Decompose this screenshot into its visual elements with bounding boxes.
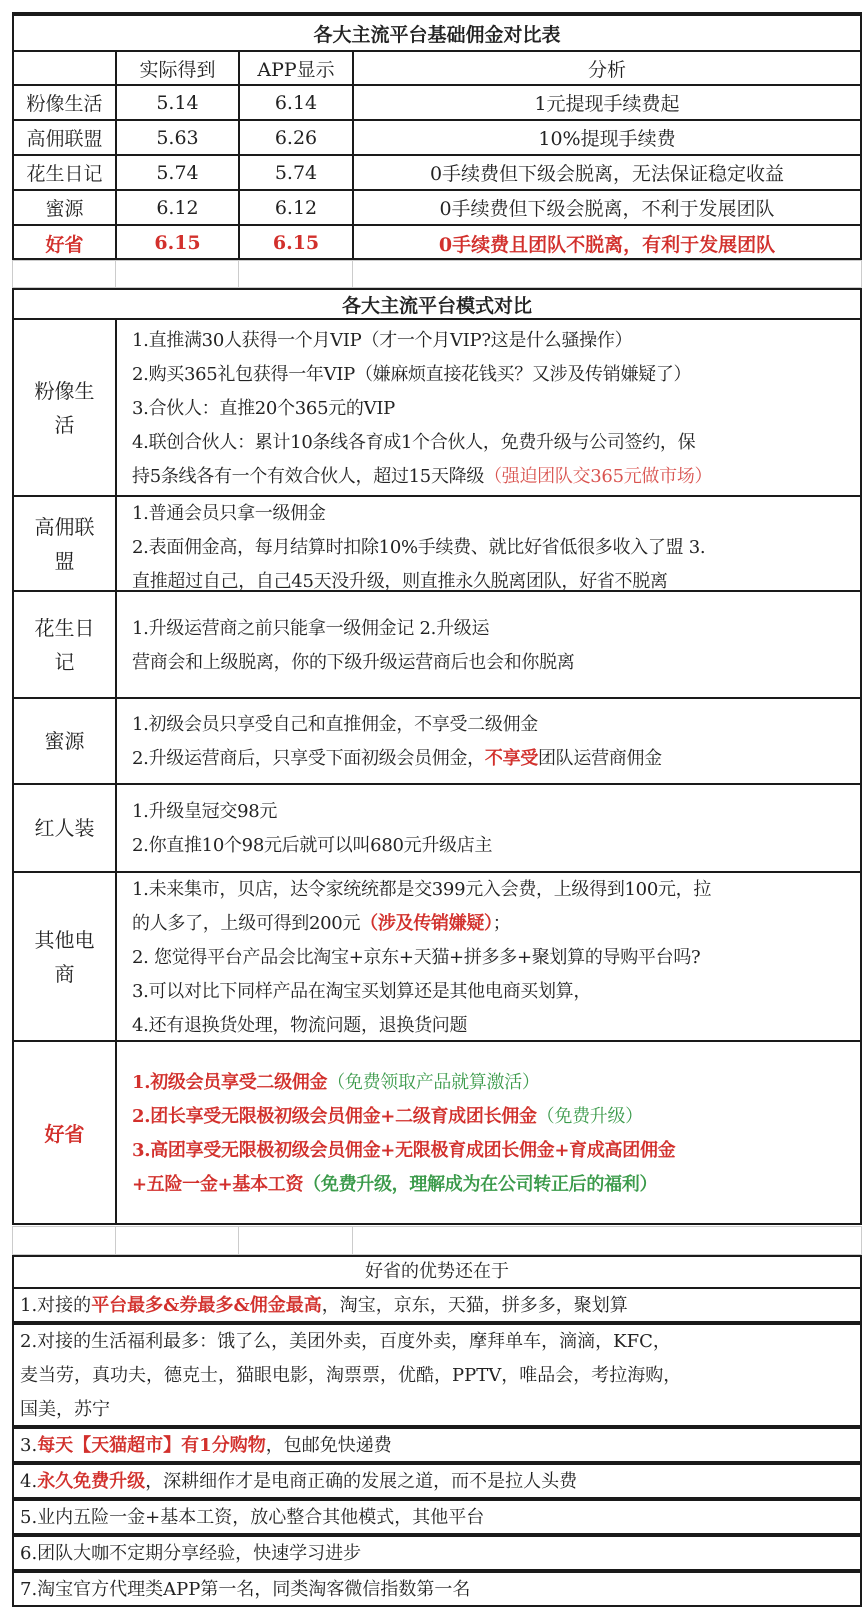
mode-comparison-table bbox=[12, 288, 862, 1225]
advantage-line bbox=[20, 1359, 860, 1393]
platform-name: 红人装 bbox=[14, 785, 117, 871]
advantage-line bbox=[20, 1537, 860, 1571]
text-segment: 国美，苏宁 bbox=[20, 1399, 110, 1420]
description-line bbox=[132, 795, 856, 829]
cell-analysis: 10%提现手续费 bbox=[354, 121, 860, 156]
advantage-line bbox=[20, 1465, 860, 1499]
description bbox=[132, 497, 856, 599]
text-segment: 1.初级会员享受二级佣金 bbox=[132, 1071, 328, 1093]
platform-name: 其他电 商 bbox=[14, 873, 117, 1040]
description-line bbox=[132, 497, 856, 531]
description-line bbox=[132, 531, 856, 565]
description bbox=[132, 873, 856, 1043]
platform-name: 高佣联盟 bbox=[14, 121, 117, 156]
advantage-item bbox=[12, 1287, 862, 1323]
column-header bbox=[14, 52, 117, 86]
text-segment: 麦当劳，真功夫，德克士，猫眼电影，淘票票，优酷，PPTV，唯品会，考拉海购， bbox=[20, 1365, 682, 1386]
advantage-line bbox=[20, 1289, 860, 1323]
advantage-line bbox=[20, 1573, 860, 1607]
text-segment: 1.对接的 bbox=[20, 1295, 92, 1316]
advantage-line bbox=[20, 1325, 860, 1359]
platform-row bbox=[14, 497, 860, 592]
text-segment: 7.淘宝官方代理类APP第一名，同类淘客微信指数第一名 bbox=[20, 1579, 471, 1600]
platform-row bbox=[14, 320, 860, 497]
text-segment: +五险一金+基本工资 bbox=[132, 1173, 304, 1195]
cell-analysis: 0手续费但下级会脱离，不利于发展团队 bbox=[354, 191, 860, 226]
cell-app: 6.15 bbox=[240, 226, 354, 260]
text-segment: 2.表面佣金高，每月结算时扣除10%手续费、就比好省低很多收入了盟 3. bbox=[132, 537, 706, 558]
description bbox=[132, 795, 856, 863]
platform-row bbox=[14, 785, 860, 873]
text-segment: 团队运营商佣金 bbox=[537, 748, 662, 769]
table3-title: 好省的优势还在于 bbox=[12, 1255, 862, 1289]
platform-name: 花生日记 bbox=[14, 156, 117, 191]
platform-name: 好省 bbox=[14, 1042, 117, 1225]
column-header: 分析 bbox=[354, 52, 860, 86]
text-segment: （免费升级，理解成为在公司转正后的福利） bbox=[303, 1173, 658, 1195]
description-line bbox=[132, 392, 856, 426]
text-segment: 不享受 bbox=[484, 748, 538, 769]
cell-app: 6.12 bbox=[240, 191, 354, 226]
advantage-line bbox=[20, 1501, 860, 1535]
cell-analysis: 0手续费但下级会脱离，无法保证稳定收益 bbox=[354, 156, 860, 191]
text-segment: ，淘宝，京东，天猫，拼多多，聚划算 bbox=[321, 1295, 628, 1316]
description bbox=[132, 708, 856, 776]
description-line bbox=[132, 1100, 856, 1134]
text-segment: 2.升级运营商后，只享受下面初级会员佣金， bbox=[132, 748, 485, 769]
description-line bbox=[132, 324, 856, 358]
text-segment: ； bbox=[492, 913, 511, 934]
text-segment: 1.未来集市，贝店，达令家统统都是交399元入会费，上级得到100元，拉 bbox=[132, 879, 712, 900]
text-segment: 4. bbox=[20, 1471, 38, 1492]
cell-app: 6.26 bbox=[240, 121, 354, 156]
empty-row bbox=[12, 1226, 862, 1255]
empty-row bbox=[12, 260, 862, 288]
cell-app: 5.74 bbox=[240, 156, 354, 191]
description-line bbox=[132, 742, 856, 776]
text-segment: 1.直推满30人获得一个月VIP（才一个月VIP?这是什么骚操作） bbox=[132, 329, 633, 351]
advantage-line bbox=[20, 1393, 860, 1427]
platform-name: 粉像生 活 bbox=[14, 320, 117, 495]
description-line bbox=[132, 426, 856, 460]
text-segment: 4.还有退换货处理，物流问题，退换货问题 bbox=[132, 1015, 468, 1036]
text-segment: 2.对接的生活福利最多：饿了么，美团外卖，百度外卖，摩拜单车，滴滴，KFC， bbox=[20, 1331, 671, 1352]
text-segment: 5.业内五险一金+基本工资，放心整合其他模式，其他平台 bbox=[20, 1507, 485, 1528]
text-segment: 2. 您觉得平台产品会比淘宝+京东+天猫+拼多多+聚划算的导购平台吗? bbox=[132, 947, 701, 968]
description-line bbox=[132, 907, 856, 941]
advantage-item bbox=[12, 1323, 862, 1427]
description-line bbox=[132, 646, 856, 680]
description bbox=[132, 1066, 856, 1202]
cell-actual: 5.63 bbox=[117, 121, 240, 156]
platform-name: 花生日 记 bbox=[14, 592, 117, 697]
platform-name: 好省 bbox=[14, 226, 117, 260]
text-segment: 3.高团享受无限极初级会员佣金+无限极育成团长佣金+育成高团佣金 bbox=[132, 1139, 676, 1161]
cell-analysis: 1元提现手续费起 bbox=[354, 86, 860, 121]
text-segment: （免费领取产品就算激活） bbox=[327, 1071, 540, 1093]
text-segment: 1.升级运营商之前只能拿一级佣金记 2.升级运 bbox=[132, 617, 490, 639]
text-segment: 3.可以对比下同样产品在淘宝买划算还是其他电商买划算， bbox=[132, 981, 592, 1002]
text-segment: 持5条线各有一个有效合伙人，超过15天降级 bbox=[132, 465, 485, 487]
text-segment: 平台最多&券最多&佣金最高 bbox=[91, 1295, 322, 1316]
text-segment: 1.升级皇冠交98元 bbox=[132, 801, 278, 822]
text-segment: 每天【天猫超市】有1分购物 bbox=[37, 1435, 266, 1456]
cell-actual: 6.12 bbox=[117, 191, 240, 226]
text-segment: ，深耕细作才是电商正确的发展之道，而不是拉人头费 bbox=[145, 1471, 578, 1492]
text-segment: ，包邮免快递费 bbox=[265, 1435, 392, 1456]
cell-actual: 5.74 bbox=[117, 156, 240, 191]
text-segment: 营商会和上级脱离，你的下级升级运营商后也会和你脱离 bbox=[132, 651, 575, 673]
text-segment: （免费升级） bbox=[536, 1105, 643, 1127]
cell-app: 6.14 bbox=[240, 86, 354, 121]
platform-name: 高佣联 盟 bbox=[14, 497, 117, 590]
advantage-item bbox=[12, 1535, 862, 1571]
text-segment: 3.合伙人：直推20个365元的VIP bbox=[132, 397, 395, 419]
platform-row bbox=[14, 699, 860, 785]
cell-actual: 5.14 bbox=[117, 86, 240, 121]
text-segment: 1.普通会员只拿一级佣金 bbox=[132, 503, 326, 524]
platform-name: 蜜源 bbox=[14, 699, 117, 783]
advantage-item bbox=[12, 1427, 862, 1463]
cell-analysis: 0手续费且团队不脱离，有利于发展团队 bbox=[438, 233, 776, 256]
text-segment: （涉及传销嫌疑） bbox=[360, 913, 493, 934]
platform-row bbox=[14, 1042, 860, 1225]
text-segment: 永久免费升级 bbox=[37, 1471, 146, 1492]
description-line bbox=[132, 975, 856, 1009]
text-segment: 直推超过自己，自己45天没升级，则直推永久脱离团队，好省不脱离 bbox=[132, 571, 668, 592]
advantage-item bbox=[12, 1499, 862, 1535]
platform-row bbox=[14, 873, 860, 1042]
text-segment: 3. bbox=[20, 1435, 38, 1456]
description-line bbox=[132, 1168, 856, 1202]
description-line bbox=[132, 358, 856, 392]
platform-name: 蜜源 bbox=[14, 191, 117, 226]
advantage-item bbox=[12, 1463, 862, 1499]
text-segment: 4.联创合伙人：累计10条线各育成1个合伙人，免费升级与公司签约，保 bbox=[132, 431, 696, 453]
description bbox=[132, 324, 856, 494]
table2-title: 各大主流平台模式对比 bbox=[14, 290, 860, 320]
description-line bbox=[132, 460, 856, 494]
text-segment: 的人多了，上级可得到200元 bbox=[132, 913, 361, 934]
description-line bbox=[132, 941, 856, 975]
advantage-item bbox=[12, 1571, 862, 1607]
text-segment: 6.团队大咖不定期分享经验，快速学习进步 bbox=[20, 1543, 362, 1564]
description-line bbox=[132, 873, 856, 907]
text-segment: 2.你直推10个98元后就可以叫680元升级店主 bbox=[132, 835, 493, 856]
table1-title: 各大主流平台基础佣金对比表 bbox=[14, 16, 860, 52]
platform-row bbox=[14, 592, 860, 699]
description-line bbox=[132, 829, 856, 863]
description-line bbox=[132, 708, 856, 742]
text-segment: 2.团长享受无限极初级会员佣金+二级育成团长佣金 bbox=[132, 1105, 537, 1127]
description-line bbox=[132, 1066, 856, 1100]
description-line bbox=[132, 1134, 856, 1168]
cell-actual: 6.15 bbox=[117, 226, 240, 260]
text-segment: 1.初级会员只享受自己和直推佣金，不享受二级佣金 bbox=[132, 714, 538, 735]
advantage-line bbox=[20, 1429, 860, 1463]
description-line bbox=[132, 612, 856, 646]
basic-commission-table bbox=[12, 12, 862, 260]
text-segment: 2.购买365礼包获得一年VIP（嫌麻烦直接花钱买？又涉及传销嫌疑了） bbox=[132, 363, 692, 385]
column-header: APP显示 bbox=[240, 52, 354, 86]
platform-name: 粉像生活 bbox=[14, 86, 117, 121]
text-segment: （强迫团队交365元做市场） bbox=[484, 465, 713, 487]
description bbox=[132, 612, 856, 680]
column-header: 实际得到 bbox=[117, 52, 240, 86]
description-line bbox=[132, 1009, 856, 1043]
